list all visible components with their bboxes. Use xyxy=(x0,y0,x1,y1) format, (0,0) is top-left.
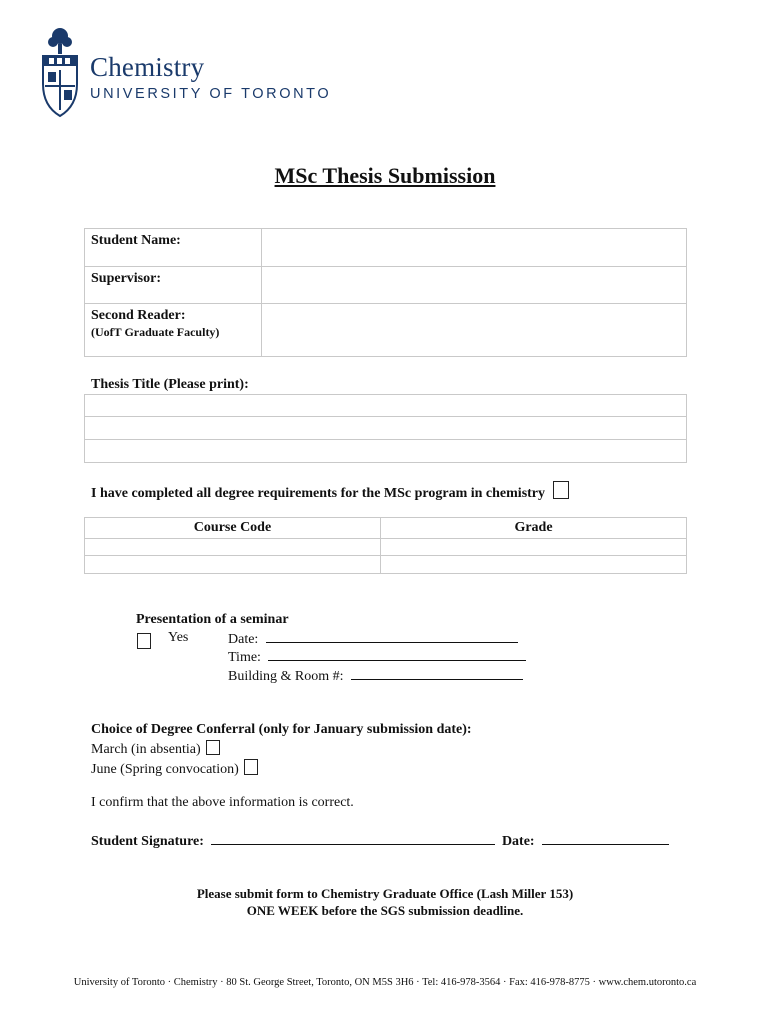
footer-address: University of Toronto · Chemistry · 80 St. George Street, Toronto, ON M5S 3H6 · Tel: 416-978-3564 · Fax: 416-978-8775 · www.chem.utoronto.ca xyxy=(73,977,697,988)
seminar-yes-checkbox[interactable] xyxy=(137,633,151,652)
thesis-title-line[interactable] xyxy=(85,395,687,417)
course-code-cell[interactable] xyxy=(85,556,381,574)
signature-date-label: Date: xyxy=(501,834,535,849)
grade-header: Grade xyxy=(381,518,687,539)
seminar-time-row xyxy=(228,648,526,666)
submit-instructions xyxy=(0,885,770,919)
thesis-title-table xyxy=(84,394,687,463)
supervisor-field[interactable] xyxy=(262,267,687,304)
submit-instructions-line1: Please submit form to Chemistry Graduate Office (Lash Miller 153) xyxy=(196,886,574,901)
thesis-title-line[interactable] xyxy=(85,417,687,440)
supervisor-label: Supervisor: xyxy=(85,267,262,304)
signature-label: Student Signature: xyxy=(91,834,204,849)
crest-logo xyxy=(40,26,80,118)
conferral-title: Choice of Degree Conferral (only for January submission date): xyxy=(91,722,472,737)
conferral-june-checkbox[interactable] xyxy=(244,759,258,775)
requirements-statement: I have completed all degree requirements for the MSc program in chemistry xyxy=(91,486,546,501)
student-name-field[interactable] xyxy=(262,229,687,267)
conferral-march-label: March (in absentia) xyxy=(91,742,201,757)
signature-row xyxy=(91,832,669,850)
seminar-date-label: Date: xyxy=(228,632,259,647)
signature-line[interactable] xyxy=(211,832,495,845)
grade-cell[interactable] xyxy=(381,539,687,556)
conferral-march-checkbox[interactable] xyxy=(206,740,220,755)
course-code-header: Course Code xyxy=(85,518,381,539)
thesis-title-line[interactable] xyxy=(85,440,687,463)
thesis-title-label: Thesis Title (Please print): xyxy=(91,377,249,392)
page-title: MSc Thesis Submission xyxy=(274,163,496,188)
logo-university-wordmark: UNIVERSITY OF TORONTO xyxy=(90,86,332,102)
seminar-date-line[interactable] xyxy=(266,630,518,643)
seminar-time-line[interactable] xyxy=(268,648,526,661)
seminar-time-label: Time: xyxy=(228,650,261,665)
requirements-statement-row xyxy=(91,481,569,502)
second-reader-label-cell xyxy=(85,304,262,357)
second-reader-label: Second Reader: xyxy=(91,308,186,323)
seminar-room-row xyxy=(228,667,523,685)
confirm-statement: I confirm that the above information is correct. xyxy=(91,795,354,810)
submit-instructions-line2: ONE WEEK before the SGS submission deadline. xyxy=(246,903,524,918)
seminar-room-line[interactable] xyxy=(351,667,523,680)
conferral-march-row xyxy=(91,740,220,758)
student-name-label: Student Name: xyxy=(85,229,262,267)
second-reader-sublabel: (UofT Graduate Faculty) xyxy=(91,325,220,339)
second-reader-field[interactable] xyxy=(262,304,687,357)
course-grade-table xyxy=(84,517,687,574)
grade-cell[interactable] xyxy=(381,556,687,574)
conferral-june-label: June (Spring convocation) xyxy=(91,762,239,777)
conferral-june-row xyxy=(91,759,258,778)
course-code-cell[interactable] xyxy=(85,539,381,556)
seminar-yes-label: Yes xyxy=(168,630,189,645)
requirements-checkbox[interactable] xyxy=(553,481,569,499)
seminar-room-label: Building & Room #: xyxy=(228,669,344,684)
logo-chemistry-wordmark: Chemistry xyxy=(90,52,205,82)
signature-date-line[interactable] xyxy=(542,832,669,845)
student-info-table xyxy=(84,228,687,357)
seminar-title: Presentation of a seminar xyxy=(136,612,289,627)
seminar-date-row xyxy=(228,630,518,648)
